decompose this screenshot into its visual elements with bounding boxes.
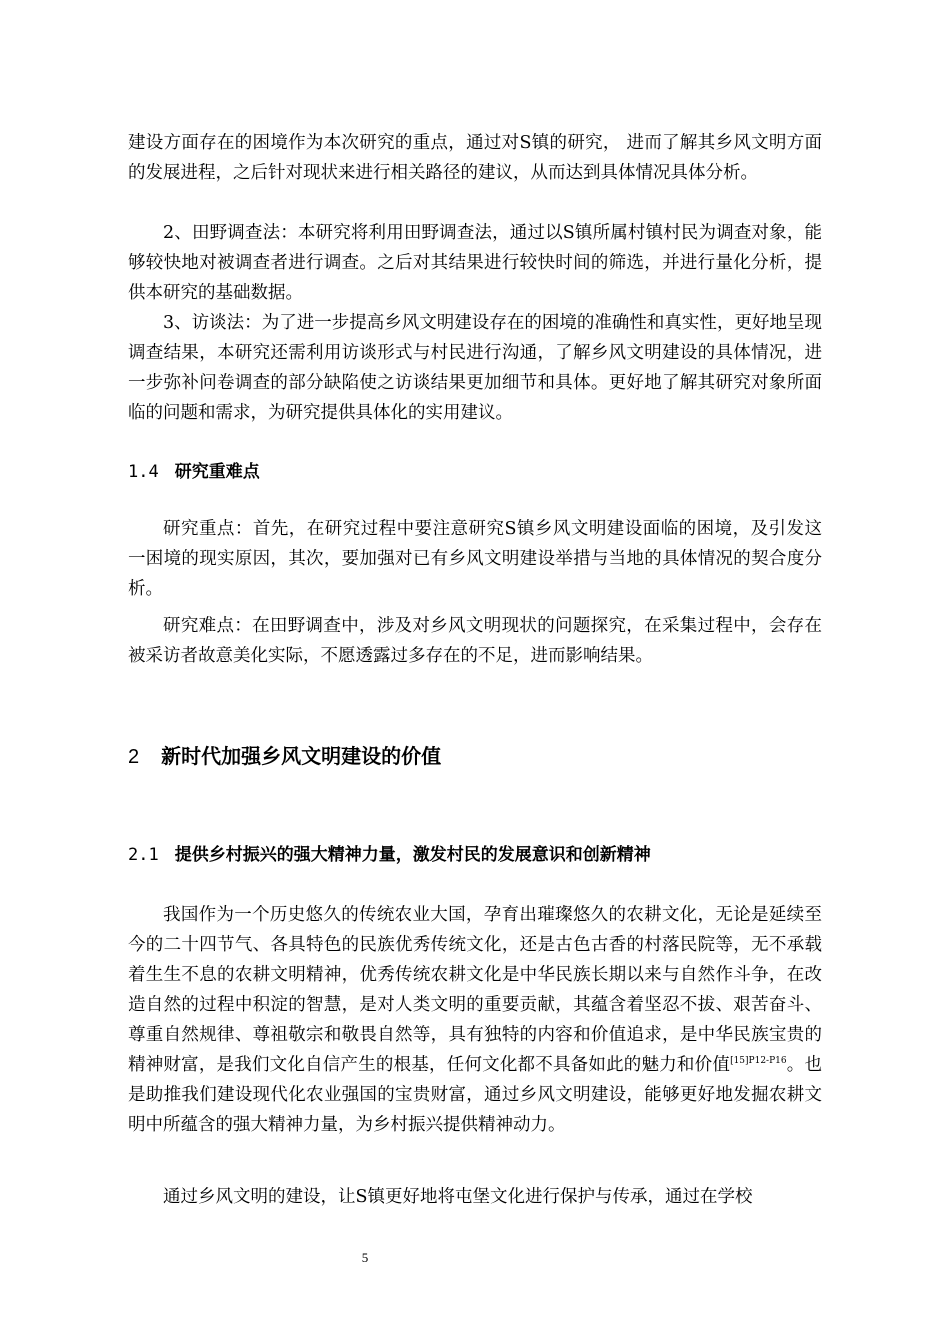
paragraph-research-method-intro: 建设方面存在的困境作为本次研究的重点，通过对S镇的研究， 进而了解其乡风文明方面的发展进程，之后针对现状来进行相关路径的建议，从而达到具体情况具体分析。 (128, 133, 822, 183)
paragraph-field-survey: 2、田野调查法：本研究将利用田野调查法，通过以S镇所属村镇村民为调查对象，能够较快地对被调查者进行调查。之后对其结果进行较快时间的筛选，并进行量化分析，提供本研究的基础数据。 (128, 223, 822, 303)
paragraph-interview: 3、访谈法：为了进一步提高乡风文明建设存在的困境的准确性和真实性，更好地呈现调查结果，本研究还需利用访谈形式与村民进行沟通，了解乡风文明建设的具体情况，进一步弥补问卷调查的部分缺陷使之访谈结果更加细节和具体。更好地了解其研究对象所面临的问题和需求，为研究提供具体化的实用建议。 (128, 313, 822, 423)
heading-2-1 (128, 843, 828, 867)
heading-1-4 (128, 460, 828, 484)
heading-number: 1.4 (128, 462, 159, 482)
heading-2 (128, 742, 828, 771)
paragraph-research-focus: 研究重点：首先，在研究过程中要注意研究S镇乡风文明建设面临的困境，及引发这一困境的现实原因，其次，要加强对已有乡风文明建设举措与当地的具体情况的契合度分析。 (128, 519, 822, 599)
heading-number: 2.1 (128, 845, 159, 865)
heading-title: 研究重难点 (174, 462, 260, 482)
paragraph-research-difficulty: 研究难点：在田野调查中，涉及对乡风文明现状的问题探究，在采集过程中，会存在被采访者故意美化实际，不愿透露过多存在的不足，进而影响结果。 (128, 616, 822, 666)
paragraph-farming-culture (128, 900, 822, 1140)
paragraph-tunpu-culture: 通过乡风文明的建设，让S镇更好地将屯堡文化进行保护与传承，通过在学校 (163, 1187, 753, 1207)
page-number: 5 (361, 1250, 369, 1265)
citation-marker: [15]P12-P16 (730, 1056, 787, 1066)
heading-title: 提供乡村振兴的强大精神力量，激发村民的发展意识和创新精神 (174, 845, 651, 865)
paragraph-text: 我国作为一个历史悠久的传统农业大国，孕育出璀璨悠久的农耕文化，无论是延续至今的二十四节气、各具特色的民族优秀传统文化，还是古色古香的村落民院等，无不承载着生生不息的农耕文明精神，优秀传统农耕文化是中华民族长期以来与自然作斗争，在改造自然的过程中积淀的智慧，是对人类文明的重要贡献，其蕴含着坚忍不拔、艰苦奋斗、尊重自然规律、尊祖敬宗和敬畏自然等，具有独特的内容和价值追求，是中华民族宝贵的精神财富，是我们文化自信产生的根基，任何文化都不具备如此的魅力和价值 (128, 905, 822, 1075)
heading-number: 2 (128, 746, 140, 768)
heading-title: 新时代加强乡风文明建设的价值 (161, 744, 442, 768)
paragraph-text: 。也是助推我们建设现代化农业强国的宝贵财富，通过乡风文明建设，能够更好地发掘农耕文明中所蕴含的强大精神力量，为乡村振兴提供精神动力。 (128, 1055, 823, 1135)
